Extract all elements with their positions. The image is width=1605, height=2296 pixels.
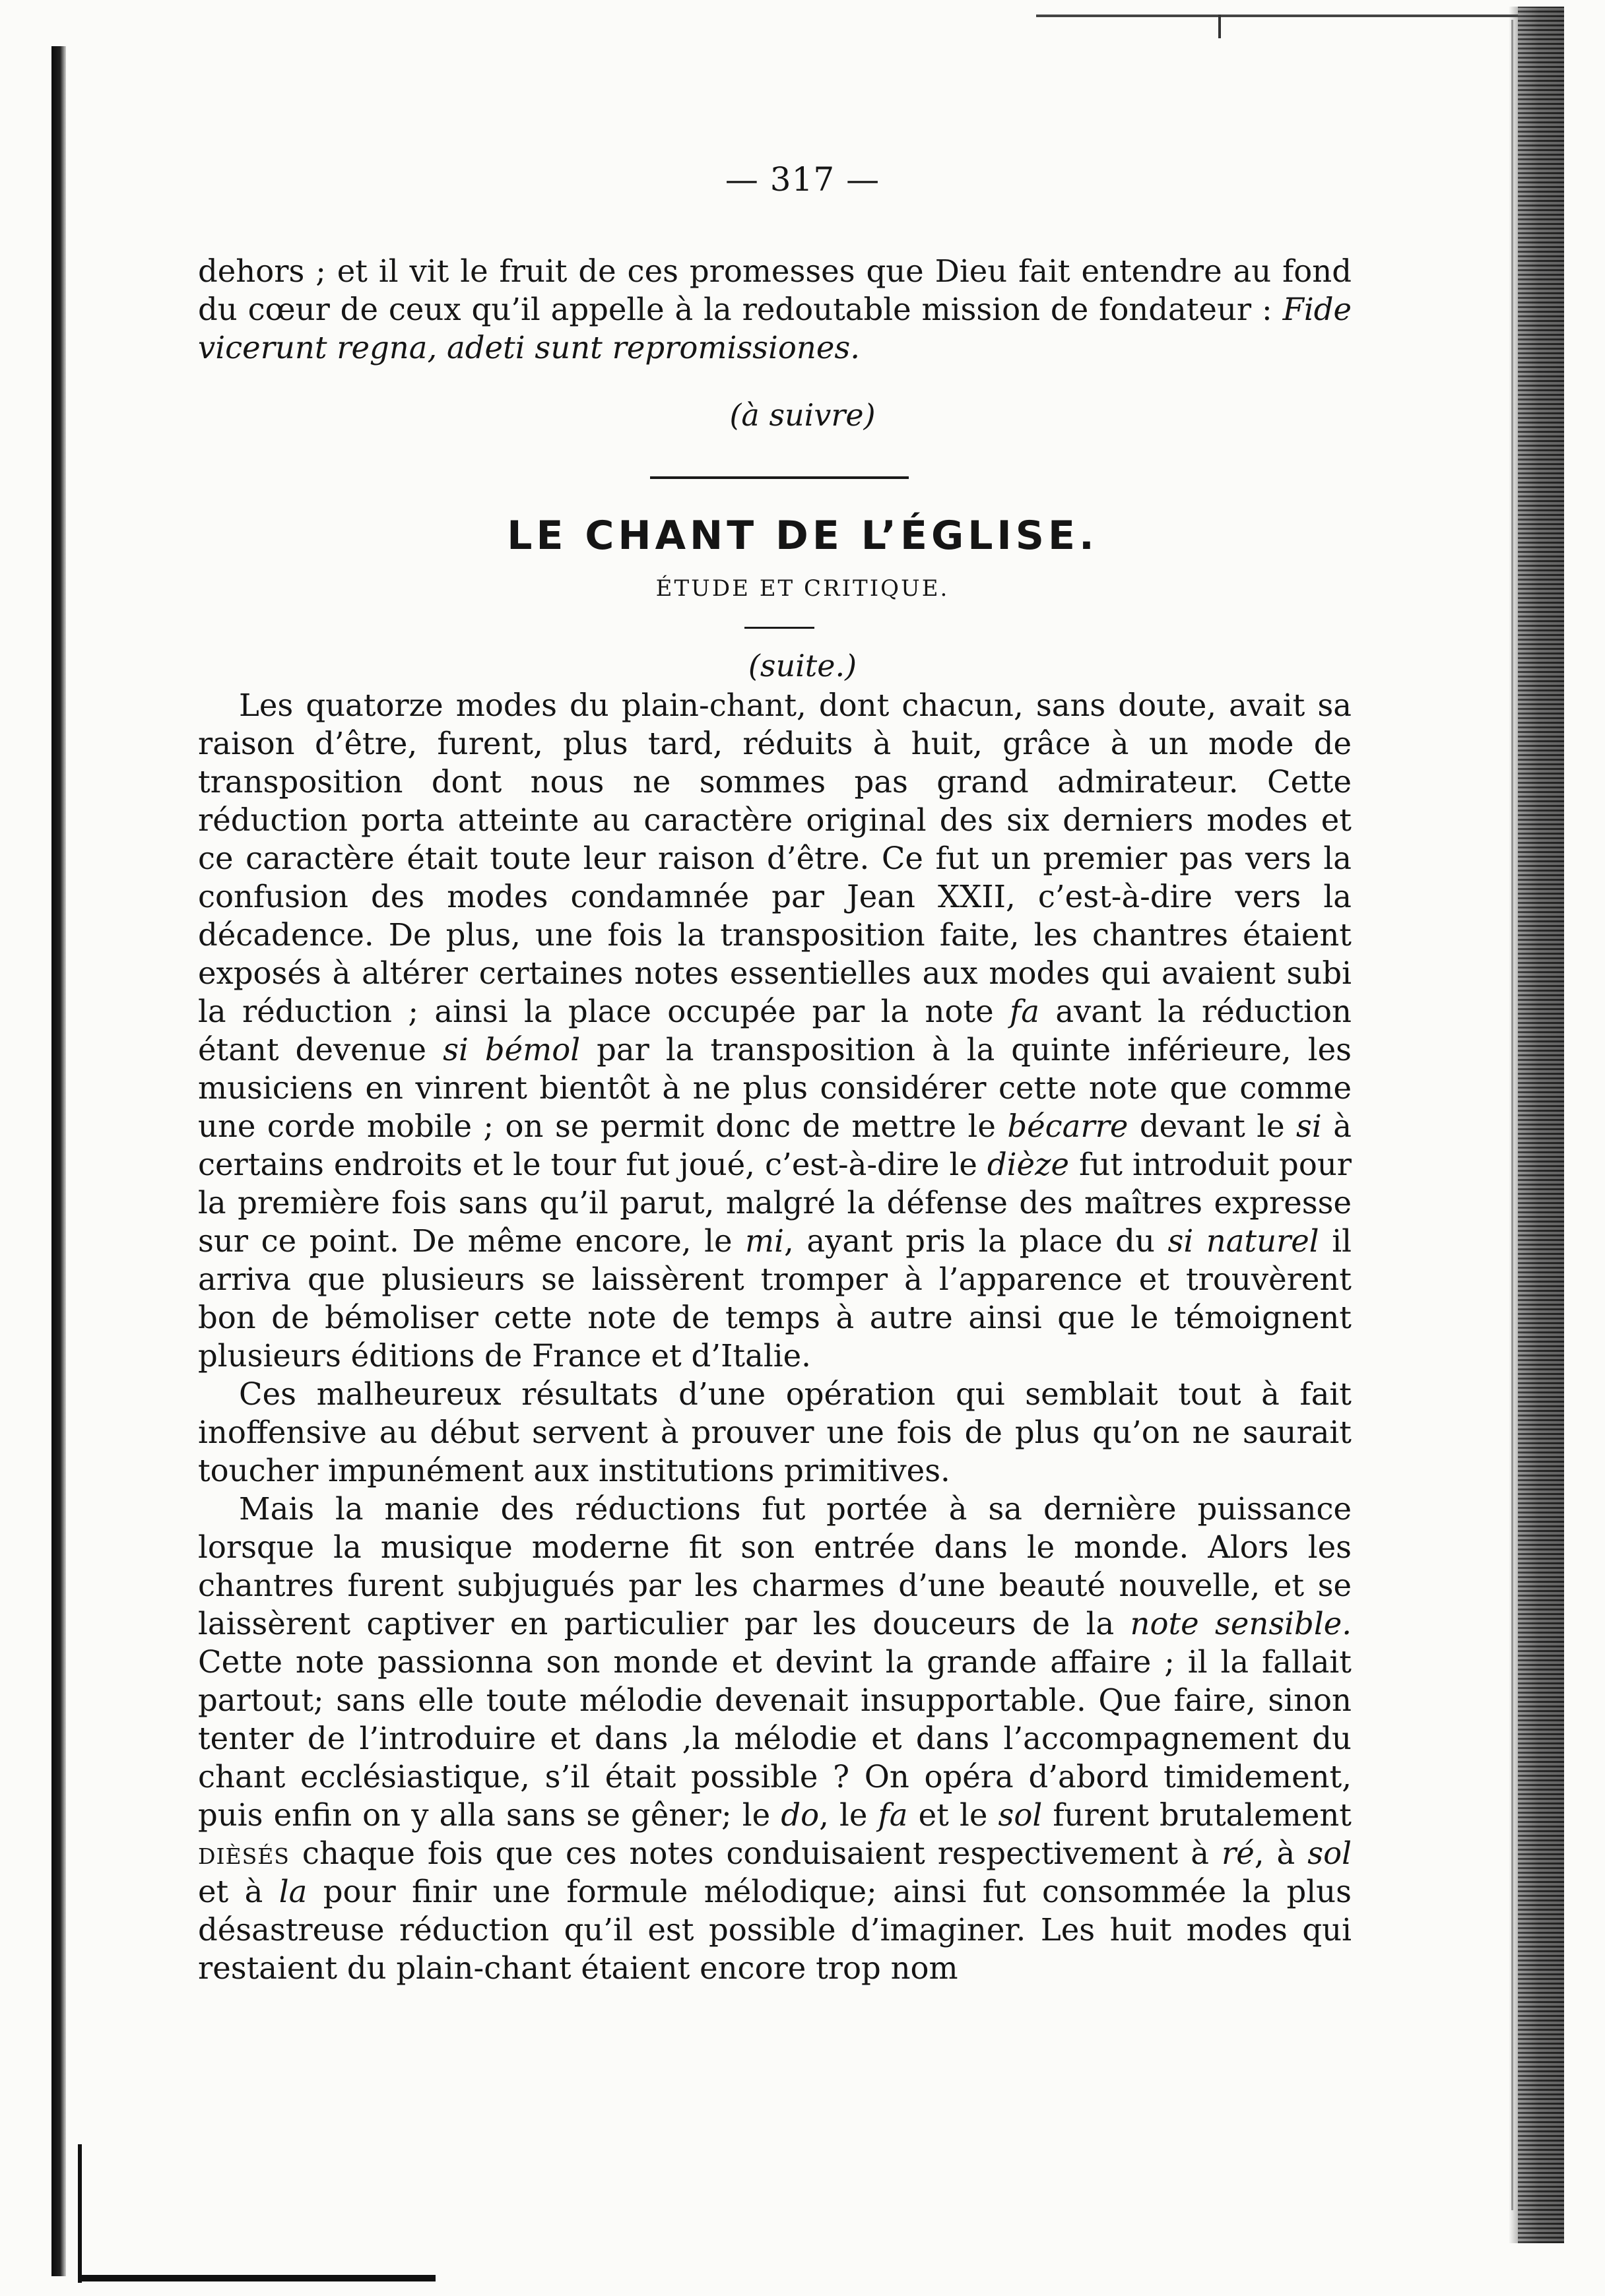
- suite-marker: (suite.): [748, 648, 857, 684]
- term-si: si: [1296, 1108, 1322, 1144]
- term-do: do: [781, 1797, 820, 1833]
- scan-top-rule: [1036, 15, 1518, 17]
- intro-text: dehors ; et il vit le fruit de ces promesses que Dieu fait entendre au fond du cœur de ceux qu’il appelle à la redoutable mission de fondateur :: [198, 253, 1352, 327]
- scan-right-edge-shadow: [1509, 7, 1518, 2243]
- paragraph-1: Les quatorze modes du plain-chant, dont chacun, sans doute, avait sa raison d’être, furent, plus tard, réduits à huit, grâce à un mode de transposition dont nous ne sommes pas grand admirateur. Cette réduction porta atteinte au caractère original des six derniers modes et ce caractère était toute leur raison d’être. Ce fut un premier pas vers la confusion des modes condamnée par Jean XXII, c’est-à-dire vers la décadence. De plus, une fois la transposition faite, les chantres étaient exposés à altérer certaines notes essentielles aux modes qui avaient subi la réduction ; ainsi la place occupée par la note fa avant la réduction étant devenue si bémol par la transposition à la quinte inférieure, les musiciens en vinrent bientôt à ne plus considérer cette note que comme une corde mobile ; on se permit donc de mettre le bécarre devant le si à certains endroits et le tour fut joué, c’est-à-dire le dièze fut introduit pour la première fois sans qu’il parut, malgré la défense des maîtres expresse sur ce point. De même encore, le mi, ayant pris la place du si naturel il arriva que plusieurs se laissèrent tromper à l’apparence et trouvèrent bon de bémoliser cette note de temps à autre ainsi que le témoignent plusieurs éditions de France et d’Italie.: [198, 687, 1352, 1374]
- scan-left-edge: [51, 46, 66, 2276]
- term-becarre: bécarre: [1007, 1108, 1129, 1144]
- term-re: ré: [1221, 1835, 1255, 1871]
- to-be-continued: (à suivre): [729, 397, 876, 433]
- scan-bottom-edge: [79, 2275, 436, 2281]
- paragraph-2: Ces malheureux résultats d’une opération qui semblait tout à fait inoffensive au début servent à prouver une fois de plus qu’on ne saurait toucher impunément aux institutions primitives.: [198, 1376, 1352, 1488]
- latin-quote: Fide vicerunt regna, adeti sunt repromissiones.: [198, 292, 1352, 366]
- scan-inner-line: [1511, 20, 1513, 2210]
- term-dieze: dièze: [987, 1147, 1070, 1182]
- term-fa-2: fa: [878, 1797, 908, 1833]
- term-sol: sol: [998, 1797, 1043, 1833]
- scan-top-tick: [1218, 15, 1221, 38]
- article-body: [198, 686, 1352, 1987]
- intro-paragraph: [198, 252, 1352, 367]
- term-note-sensible: note sensible.: [1130, 1606, 1352, 1642]
- term-mi: mi: [745, 1223, 784, 1259]
- article-title: LE CHANT DE L’ÉGLISE.: [507, 513, 1098, 559]
- scan-left-edge-thin: [78, 2144, 82, 2283]
- term-si-naturel: si naturel: [1167, 1223, 1319, 1259]
- term-si-bemol: si bémol: [443, 1032, 581, 1068]
- page-number: — 317 —: [725, 160, 880, 199]
- section-separator: [650, 476, 909, 479]
- article-subtitle: ÉTUDE ET CRITIQUE.: [655, 575, 950, 602]
- term-sol-2: sol: [1307, 1835, 1352, 1871]
- subtitle-separator: [744, 627, 814, 629]
- scan-right-edge: [1518, 7, 1564, 2243]
- term-fa: fa: [1010, 994, 1039, 1029]
- paragraph-3: Mais la manie des réductions fut portée à sa dernière puissance lorsque la musique moderne fit son entrée dans le monde. Alors les chantres furent subjugués par les charmes d’une beauté nouvelle, et se laissèrent captiver en particulier par les douceurs de la note sensible. Cette note passionna son monde et devint la grande affaire ; il la fallait partout; sans elle toute mélodie devenait insupportable. Que faire, sinon tenter de l’introduire et dans ,la mélodie et dans l’accompagnement du chant ecclésiastique, s’il était possible ? On opéra d’abord timidement, puis enfin on y alla sans se gêner; le do, le fa et le sol furent brutalement dièsés chaque fois que ces notes conduisaient respectivement à ré, à sol et à la pour finir une formule mélodique; ainsi fut consommée la plus désastreuse réduction qu’il est possible d’imaginer. Les huit modes qui restaient du plain-chant étaient encore trop nom: [198, 1491, 1352, 1986]
- term-la: la: [278, 1874, 308, 1909]
- term-dieses: dièsés: [198, 1835, 290, 1871]
